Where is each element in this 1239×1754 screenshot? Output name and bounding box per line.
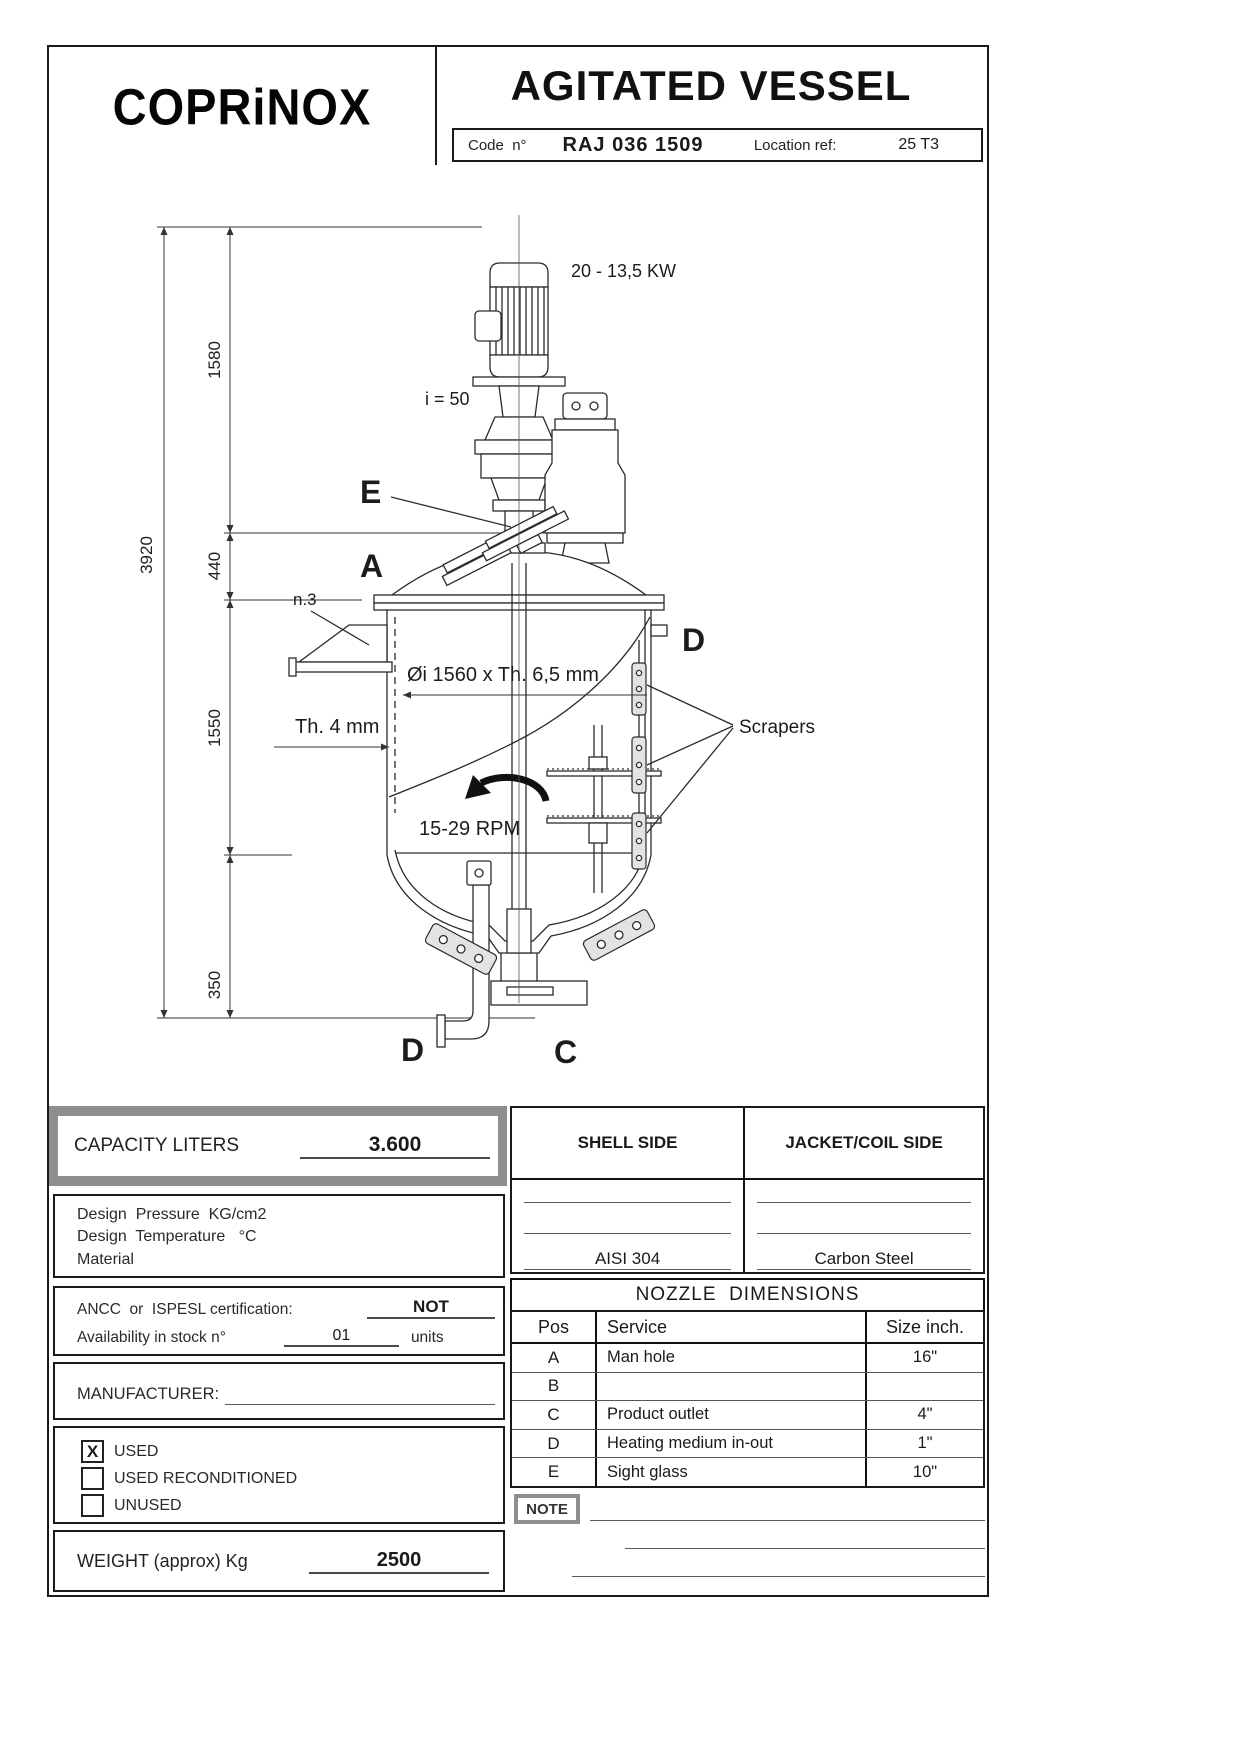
note-line-1 [590, 1502, 985, 1521]
nozzle-pos: B [512, 1373, 597, 1401]
shell-side-header: SHELL SIDE [512, 1108, 745, 1178]
sides-table [510, 1106, 985, 1274]
label-e: E [360, 474, 382, 510]
nozzle-service: Product outlet [607, 1405, 709, 1424]
note-line-2 [625, 1530, 985, 1549]
label-d-side: D [682, 622, 706, 658]
used-reconditioned-checkbox [81, 1467, 104, 1490]
nozzle-size: 10" [865, 1458, 983, 1486]
nozzle-title-bar [510, 1278, 985, 1310]
nozzle-row-e [512, 1458, 983, 1486]
bottom-bracket-right [582, 908, 656, 961]
nozzle-row-d [512, 1430, 983, 1459]
nozzle-size: 4" [865, 1401, 983, 1429]
nozzle-service: Heating medium in-out [607, 1434, 773, 1453]
jacket-material-value: Carbon Steel [757, 1249, 971, 1270]
jacket-temperature-line [757, 1219, 971, 1234]
shell-temperature-line [524, 1219, 731, 1234]
nozzle-row-b [512, 1373, 983, 1402]
code-bar [452, 128, 983, 162]
unused-label: UNUSED [114, 1496, 182, 1514]
nozzle-pos: D [512, 1430, 597, 1458]
nozzle-pos: C [512, 1401, 597, 1429]
design-pressure-label: Design Pressure KG/cm2 [77, 1206, 267, 1223]
jacket-side-header: JACKET/COIL SIDE [785, 1133, 943, 1152]
nozzle-pos: E [512, 1458, 597, 1486]
condition-row-unused [81, 1492, 503, 1519]
material-label: Material [77, 1250, 134, 1268]
nozzle-table [510, 1310, 985, 1488]
side-nozzle-d [651, 625, 667, 636]
manufacturer-value-line [225, 1384, 495, 1405]
nozzle-header-row [512, 1312, 983, 1344]
certification-box [53, 1286, 505, 1356]
bottom-piping [424, 861, 656, 1047]
shell-pressure-line [524, 1188, 731, 1203]
agitator-speed-label: 15-29 RPM [419, 818, 521, 840]
jacket-pressure-line [757, 1188, 971, 1203]
nozzle-title: NOZZLE DIMENSIONS [635, 1284, 860, 1305]
design-box [53, 1194, 505, 1278]
dim-bottom: 350 [205, 970, 224, 1000]
rotation-arrow [481, 777, 546, 801]
cutaway-curve [389, 617, 650, 797]
nozzle-row-c [512, 1401, 983, 1430]
code-value: RAJ 036 1509 [562, 133, 704, 156]
condition-row-used [81, 1438, 503, 1465]
checkbox-x-mark: X [86, 1441, 99, 1461]
motor-power-label: 20 - 13,5 KW [571, 261, 677, 281]
nozzle-row-a [512, 1344, 983, 1373]
manufacturer-label: MANUFACTURER: [77, 1384, 220, 1403]
design-temperature-label: Design Temperature °C [77, 1228, 257, 1246]
code-label: Code n° [468, 136, 527, 154]
note-line-3 [572, 1558, 985, 1577]
gear-ratio-label: i = 50 [425, 389, 470, 409]
availability-value: 01 [284, 1327, 399, 1347]
nozzle-pos: A [512, 1344, 597, 1372]
nozzle-size: 1" [865, 1430, 983, 1458]
weight-value: 2500 [309, 1549, 489, 1574]
col-size: Size inch. [865, 1312, 983, 1342]
col-service: Service [607, 1316, 668, 1337]
condition-row-reconditioned [81, 1465, 503, 1492]
unused-checkbox [81, 1494, 104, 1517]
motor-terminal-box [475, 311, 501, 341]
label-c: C [554, 1034, 578, 1070]
location-label: Location ref: [753, 136, 837, 154]
dim-top: 1580 [205, 341, 224, 379]
nozzle-service: Man hole [607, 1348, 675, 1367]
supports-label: n.3 [293, 590, 317, 609]
certification-label: ANCC or ISPESL certification: [77, 1301, 293, 1318]
col-pos: Pos [512, 1312, 597, 1342]
weight-label: WEIGHT (approx) Kg [77, 1550, 248, 1571]
company-logo: COPRiNOX [112, 77, 372, 135]
weight-box [53, 1530, 505, 1592]
note-label: NOTE [526, 1500, 568, 1518]
vessel-technical-drawing [49, 165, 985, 1106]
used-checkbox [81, 1440, 104, 1463]
dim-overall: 3920 [137, 536, 156, 574]
capacity-label: CAPACITY LITERS [74, 1135, 240, 1156]
capacity-box [49, 1106, 507, 1186]
side-canister [545, 393, 625, 563]
nozzle-service: Sight glass [607, 1462, 688, 1481]
note-box [514, 1494, 580, 1524]
jacket-thickness-label: Th. 4 mm [295, 716, 380, 738]
condition-box [53, 1426, 505, 1524]
logo-box [49, 47, 437, 165]
availability-label: Availability in stock n° [77, 1329, 226, 1346]
nozzle-size: 16" [865, 1344, 983, 1372]
location-value: 25 T3 [898, 136, 939, 153]
shell-spec-label: Øi 1560 x Th. 6,5 mm [407, 664, 599, 686]
title-area [437, 47, 985, 125]
scrapers-label: Scrapers [739, 717, 816, 738]
scrapers [632, 640, 815, 869]
shell-material-value: AISI 304 [524, 1249, 731, 1270]
certification-value: NOT [367, 1297, 495, 1319]
nozzle-size [865, 1373, 983, 1401]
page-title: AGITATED VESSEL [510, 62, 912, 109]
capacity-value: 3.600 [300, 1133, 490, 1159]
manufacturer-box [53, 1362, 505, 1420]
label-a: A [360, 548, 384, 584]
dim-head: 440 [205, 551, 224, 581]
label-d-bottom: D [401, 1032, 425, 1068]
used-label: USED [114, 1442, 159, 1460]
used-reconditioned-label: USED RECONDITIONED [114, 1469, 298, 1487]
availability-units: units [410, 1329, 444, 1346]
dim-shell: 1550 [205, 709, 224, 747]
